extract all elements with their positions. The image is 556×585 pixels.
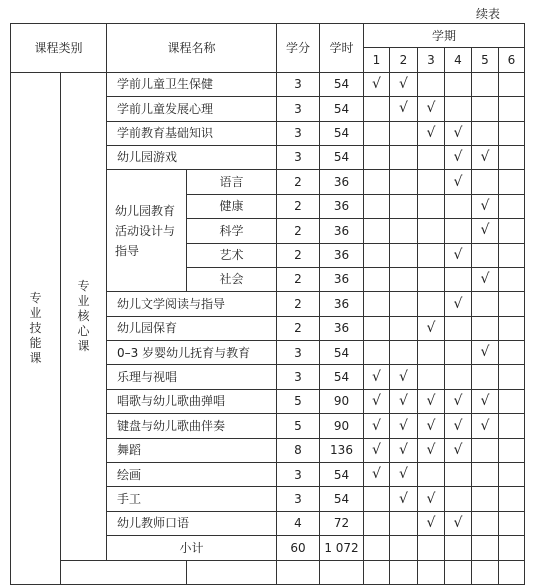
semester-check-cell [418, 170, 445, 194]
hours-cell: 136 [320, 438, 364, 462]
hours-cell: 90 [320, 414, 364, 438]
semester-check-cell [390, 121, 418, 145]
hours-cell: 72 [320, 511, 364, 535]
semester-check-cell [499, 121, 525, 145]
hours-cell: 54 [320, 487, 364, 511]
semester-check-cell: √ [472, 414, 499, 438]
sub-course-name: 科学 [187, 219, 277, 243]
semester-check-cell [445, 72, 472, 96]
category-skill-course-label: 专业技能课 [29, 290, 42, 365]
semester-number: 2 [390, 48, 418, 72]
header-hours: 学时 [320, 24, 364, 73]
hours-cell: 36 [320, 170, 364, 194]
credit-cell: 2 [277, 267, 320, 291]
course-name: 幼儿教师口语 [107, 511, 277, 535]
semester-check-cell [472, 511, 499, 535]
hours-cell: 54 [320, 463, 364, 487]
semester-check-cell: √ [445, 292, 472, 316]
semester-check-cell [499, 389, 525, 413]
semester-check-cell: √ [390, 414, 418, 438]
semester-check-cell: √ [390, 72, 418, 96]
course-name: 唱歌与幼儿歌曲弹唱 [107, 389, 277, 413]
credit-cell: 2 [277, 316, 320, 340]
semester-check-cell [390, 243, 418, 267]
semester-check-cell [418, 341, 445, 365]
semester-check-cell [364, 145, 390, 169]
credit-cell: 3 [277, 341, 320, 365]
semester-check-cell [390, 194, 418, 218]
course-name: 乐理与视唱 [107, 365, 277, 389]
semester-check-cell [364, 511, 390, 535]
semester-check-cell [418, 463, 445, 487]
semester-number: 1 [364, 48, 390, 72]
semester-check-cell [472, 438, 499, 462]
semester-check-cell [472, 72, 499, 96]
semester-check-cell [364, 219, 390, 243]
semester-check-cell [390, 341, 418, 365]
hours-cell: 54 [320, 365, 364, 389]
credit-cell: 2 [277, 292, 320, 316]
course-name: 幼儿文学阅读与指导 [107, 292, 277, 316]
semester-check-cell [418, 145, 445, 169]
hours-cell: 36 [320, 219, 364, 243]
semester-check-cell: √ [445, 145, 472, 169]
semester-check-cell [499, 341, 525, 365]
semester-check-cell: √ [390, 365, 418, 389]
semester-check-cell [364, 243, 390, 267]
semester-check-cell: √ [364, 438, 390, 462]
course-name: 舞蹈 [107, 438, 277, 462]
semester-check-cell: √ [472, 267, 499, 291]
semester-check-cell: √ [445, 170, 472, 194]
table-row-partial [11, 560, 525, 584]
semester-check-cell [472, 121, 499, 145]
semester-check-cell [499, 72, 525, 96]
course-name: 学前儿童卫生保健 [107, 72, 277, 96]
credit-cell: 3 [277, 365, 320, 389]
semester-check-cell [445, 219, 472, 243]
semester-check-cell: √ [364, 365, 390, 389]
credit-cell: 3 [277, 72, 320, 96]
semester-check-cell: √ [418, 511, 445, 535]
semester-check-cell [445, 463, 472, 487]
semester-check-cell [499, 97, 525, 121]
category-core-course-label: 专业核心课 [77, 278, 90, 353]
semester-check-cell [418, 219, 445, 243]
semester-check-cell: √ [445, 243, 472, 267]
semester-check-cell [418, 292, 445, 316]
credit-cell: 5 [277, 389, 320, 413]
semester-check-cell [499, 292, 525, 316]
semester-check-cell: √ [445, 438, 472, 462]
semester-check-cell [418, 194, 445, 218]
credit-cell: 2 [277, 170, 320, 194]
semester-check-cell [390, 170, 418, 194]
course-name: 绘画 [107, 463, 277, 487]
semester-number: 3 [418, 48, 445, 72]
empty-cell [320, 560, 364, 584]
semester-check-cell [390, 511, 418, 535]
semester-check-cell [418, 267, 445, 291]
course-name: 学前教育基础知识 [107, 121, 277, 145]
semester-check-cell [499, 487, 525, 511]
empty-cell [61, 560, 187, 584]
semester-check-cell [472, 365, 499, 389]
semester-check-cell [364, 292, 390, 316]
empty-cell [499, 536, 525, 560]
semester-check-cell: √ [445, 511, 472, 535]
semester-check-cell [472, 243, 499, 267]
course-name: 0–3 岁婴幼儿抚育与教育 [107, 341, 277, 365]
semester-check-cell [445, 365, 472, 389]
semester-check-cell [445, 341, 472, 365]
course-name: 学前儿童发展心理 [107, 97, 277, 121]
semester-number: 5 [472, 48, 499, 72]
semester-check-cell [499, 511, 525, 535]
semester-check-cell [445, 194, 472, 218]
semester-check-cell: √ [418, 438, 445, 462]
semester-check-cell [499, 145, 525, 169]
semester-check-cell: √ [472, 145, 499, 169]
subtotal-label: 小计 [107, 536, 277, 560]
header-credit: 学分 [277, 24, 320, 73]
credit-cell: 3 [277, 121, 320, 145]
course-name: 幼儿园游戏 [107, 145, 277, 169]
header-category: 课程类别 [11, 24, 107, 73]
credit-cell: 5 [277, 414, 320, 438]
semester-check-cell: √ [364, 389, 390, 413]
semester-check-cell: √ [418, 121, 445, 145]
semester-check-cell [364, 170, 390, 194]
semester-check-cell [472, 170, 499, 194]
semester-check-cell: √ [445, 414, 472, 438]
hours-cell: 36 [320, 194, 364, 218]
semester-check-cell [364, 194, 390, 218]
semester-check-cell: √ [445, 121, 472, 145]
empty-cell [364, 560, 390, 584]
credit-cell: 3 [277, 463, 320, 487]
semester-number: 4 [445, 48, 472, 72]
category-skill-course [11, 72, 61, 584]
empty-cell [187, 560, 277, 584]
sub-course-name: 健康 [187, 194, 277, 218]
hours-cell: 36 [320, 292, 364, 316]
semester-check-cell: √ [418, 389, 445, 413]
subtotal-credit: 60 [277, 536, 320, 560]
semester-check-cell [499, 463, 525, 487]
hours-cell: 90 [320, 389, 364, 413]
semester-check-cell: √ [390, 463, 418, 487]
header-semester: 学期 [364, 24, 525, 48]
semester-check-cell [499, 170, 525, 194]
semester-check-cell [364, 316, 390, 340]
semester-check-cell: √ [418, 316, 445, 340]
semester-check-cell: √ [364, 414, 390, 438]
credit-cell: 2 [277, 243, 320, 267]
hours-cell: 36 [320, 316, 364, 340]
semester-check-cell: √ [390, 487, 418, 511]
semester-check-cell: √ [418, 97, 445, 121]
empty-cell [418, 560, 445, 584]
semester-check-cell: √ [390, 389, 418, 413]
semester-check-cell [390, 219, 418, 243]
semester-check-cell: √ [472, 219, 499, 243]
semester-check-cell [364, 97, 390, 121]
sub-course-name: 语言 [187, 170, 277, 194]
semester-check-cell: √ [390, 438, 418, 462]
semester-check-cell: √ [418, 414, 445, 438]
semester-check-cell [445, 267, 472, 291]
semester-check-cell [418, 72, 445, 96]
empty-cell [364, 536, 390, 560]
semester-check-cell [499, 219, 525, 243]
empty-cell [472, 560, 499, 584]
course-table [10, 23, 525, 585]
hours-cell: 36 [320, 267, 364, 291]
credit-cell: 8 [277, 438, 320, 462]
semester-check-cell: √ [472, 389, 499, 413]
semester-check-cell: √ [445, 389, 472, 413]
semester-check-cell [390, 267, 418, 291]
semester-check-cell: √ [418, 487, 445, 511]
empty-cell [390, 536, 418, 560]
semester-check-cell [364, 341, 390, 365]
semester-check-cell: √ [364, 463, 390, 487]
continued-caption: 续表 [476, 7, 501, 21]
semester-check-cell [499, 438, 525, 462]
semester-check-cell [390, 145, 418, 169]
semester-check-cell [445, 487, 472, 511]
semester-check-cell: √ [364, 72, 390, 96]
empty-cell [499, 560, 525, 584]
credit-cell: 3 [277, 97, 320, 121]
hours-cell: 54 [320, 97, 364, 121]
semester-check-cell [499, 194, 525, 218]
semester-check-cell [390, 316, 418, 340]
credit-cell: 3 [277, 145, 320, 169]
table-header [11, 24, 525, 73]
semester-check-cell [499, 267, 525, 291]
credit-cell: 2 [277, 219, 320, 243]
semester-check-cell [499, 243, 525, 267]
semester-check-cell [364, 267, 390, 291]
hours-cell: 36 [320, 243, 364, 267]
empty-cell [472, 536, 499, 560]
semester-check-cell [445, 97, 472, 121]
table-row [11, 72, 525, 96]
hours-cell: 54 [320, 121, 364, 145]
credit-cell: 2 [277, 194, 320, 218]
table-body [11, 72, 525, 584]
semester-check-cell [472, 463, 499, 487]
semester-check-cell [499, 365, 525, 389]
credit-cell: 4 [277, 511, 320, 535]
semester-check-cell [472, 97, 499, 121]
semester-check-cell [418, 243, 445, 267]
semester-number: 6 [499, 48, 525, 72]
semester-check-cell [499, 414, 525, 438]
empty-cell [445, 560, 472, 584]
semester-check-cell [364, 487, 390, 511]
empty-cell [277, 560, 320, 584]
credit-cell: 3 [277, 487, 320, 511]
semester-check-cell [418, 365, 445, 389]
header-course-name: 课程名称 [107, 24, 277, 73]
course-group-name: 幼儿园教育活动设计与指导 [107, 170, 187, 292]
sub-course-name: 艺术 [187, 243, 277, 267]
semester-check-cell [472, 292, 499, 316]
semester-check-cell [472, 487, 499, 511]
semester-check-cell [499, 316, 525, 340]
semester-check-cell [472, 316, 499, 340]
empty-cell [445, 536, 472, 560]
sub-course-name: 社会 [187, 267, 277, 291]
semester-check-cell: √ [390, 97, 418, 121]
semester-check-cell [390, 292, 418, 316]
course-name: 幼儿园保育 [107, 316, 277, 340]
hours-cell: 54 [320, 72, 364, 96]
semester-check-cell [445, 316, 472, 340]
empty-cell [418, 536, 445, 560]
hours-cell: 54 [320, 145, 364, 169]
course-name: 键盘与幼儿歌曲伴奏 [107, 414, 277, 438]
semester-check-cell: √ [472, 194, 499, 218]
empty-cell [390, 560, 418, 584]
semester-check-cell [364, 121, 390, 145]
course-name: 手工 [107, 487, 277, 511]
hours-cell: 54 [320, 341, 364, 365]
semester-check-cell: √ [472, 341, 499, 365]
subtotal-hours: 1 072 [320, 536, 364, 560]
category-core-course [61, 72, 107, 560]
